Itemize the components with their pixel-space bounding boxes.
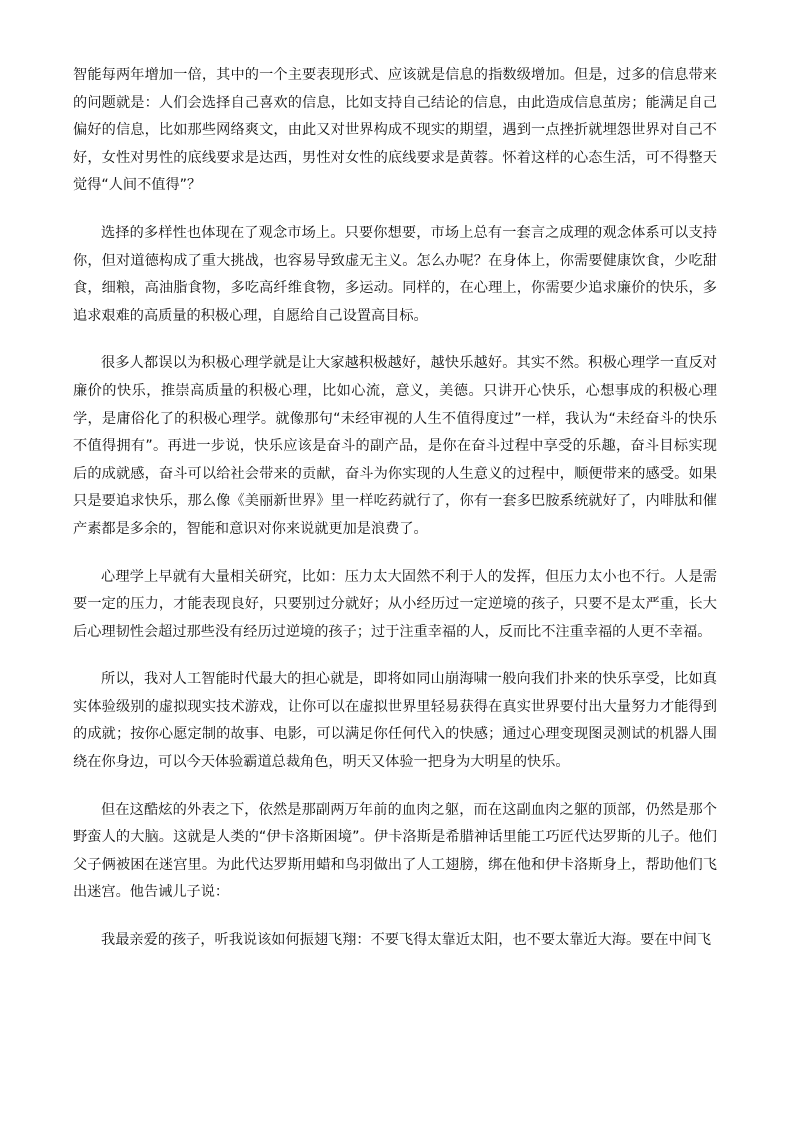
paragraph-2: 选择的多样性也体现在了观念市场上。只要你想要，市场上总有一套言之成理的观念体系可以支持你，但对道德构成了重大挑战，也容易导致虚无主义。怎么办呢？在身体上，你需要健康饮食，少吃甜食，细粮，高油脂食物，多吃高纤维食物，多运动。同样的，在心理上，你需要少追求廉价的快乐，多追求艰难的高质量的积极心理，自愿给自己设置高目标。	[73, 224, 717, 324]
paragraph-7: 我最亲爱的孩子，听我说该如何振翅飞翔：不要飞得太靠近太阳，也不要太靠近大海。要在中间飞	[101, 932, 712, 949]
paragraph-3: 很多人都误以为积极心理学就是让大家越积极越好，越快乐越好。其实不然。积极心理学一直反对廉价的快乐，推崇高质量的积极心理，比如心流，意义，美德。只讲开心快乐，心想事成的积极心理学，是庸俗化了的积极心理学。就像那句“未经审视的人生不值得度过”一样，我认为“未经奋斗的快乐不值得拥有”。再进一步说，快乐应该是奋斗的副产品，是你在奋斗过程中享受的乐趣，奋斗目标实现后的成就感，奋斗可以给社会带来的贡献，奋斗为你实现的人生意义的过程中，顺便带来的感受。如果只是要追求快乐，那么像《美丽新世界》里一样吃药就行了，你有一套多巴胺系统就好了，内啡肽和催产素都是多余的，智能和意识对你来说就更加是浪费了。	[73, 355, 717, 537]
paragraph-6: 但在这酷炫的外表之下，依然是那副两万年前的血肉之躯，而在这副血肉之躯的顶部，仍然是那个野蛮人的大脑。这就是人类的“伊卡洛斯困境”。伊卡洛斯是希腊神话里能工巧匠代达罗斯的儿子。他们父子俩被困在迷宫里。为此代达罗斯用蜡和鸟羽做出了人工翅膀，绑在他和伊卡洛斯身上，帮助他们飞出迷宫。他告诫儿子说：	[73, 801, 717, 901]
paragraph-1: 智能每两年增加一倍，其中的一个主要表现形式、应该就是信息的指数级增加。但是，过多的信息带来的问题就是：人们会选择自己喜欢的信息，比如支持自己结论的信息，由此造成信息茧房；能满足自己偏好的信息，比如那些网络爽文，由此又对世界构成不现实的期望，遇到一点挫折就埋怨世界对自己不好，女性对男性的底线要求是达西，男性对女性的底线要求是黄蓉。怀着这样的心态生活，可不得整天觉得“人间不值得”？	[73, 67, 717, 194]
document-page	[73, 62, 717, 955]
paragraph-4: 心理学上早就有大量相关研究，比如：压力太大固然不利于人的发挥，但压力太小也不行。人是需要一定的压力，才能表现良好，只要别过分就好；从小经历过一定逆境的孩子，只要不是太严重，长大后心理韧性会超过那些没有经历过逆境的孩子；过于注重幸福的人，反而比不注重幸福的人更不幸福。	[73, 568, 717, 640]
paragraph-5: 所以，我对人工智能时代最大的担心就是，即将如同山崩海啸一般向我们扑来的快乐享受，比如真实体验级别的虚拟现实技术游戏，让你可以在虚拟世界里轻易获得在真实世界要付出大量努力才能得到的成就；按你心愿定制的故事、电影，可以满足你任何代入的快感；通过心理变现图灵测试的机器人围绕在你身边，可以今天体验霸道总裁角色，明天又体验一把身为大明星的快乐。	[73, 671, 717, 771]
